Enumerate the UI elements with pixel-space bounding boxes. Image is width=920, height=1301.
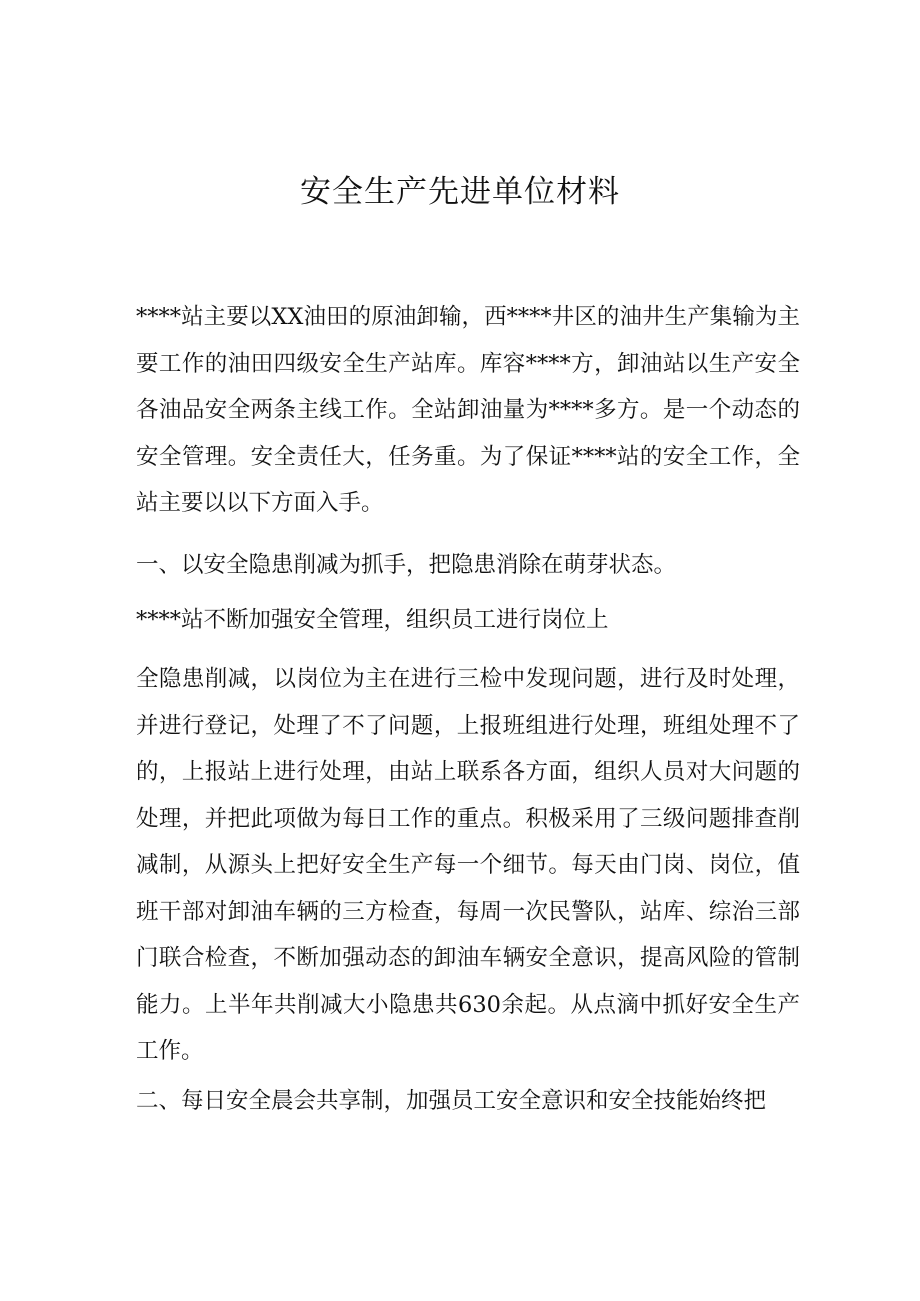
section-1-lead-line: ****站不断加强安全管理，组织员工进行岗位上 [136,607,609,633]
section-1-body-paragraph: 全隐患削减，以岗位为主在进行三检中发现问题，进行及时处理，并进行登记，处理了不了问题，上报班组进行处理，班组处理不了的，上报站上进行处理，由站上联系各方面，组织人员对大问题的处理，并把此项做为每日工作的重点。积极采用了三级问题排查削减制，从源头上把好安全生产每一个细节。每天由门岗、岗位，值班干部对卸油车辆的三方检查，每周一次民警队，站库、综治三部门联合检查，不断加强动态的卸油车辆安全意识，提高风险的管制能力。上半年共削减大小隐患共630余起。从点滴中抓好安全生产工作。 [136,666,800,1064]
section-heading-2: 二、每日安全晨会共享制，加强员工安全意识和安全技能始终把 [136,1088,767,1114]
intro-paragraph: ****站主要以XX油田的原油卸输，西****井区的油井生产集输为主要工作的油田四级安全生产站库。库容****方，卸油站以生产安全各油品安全两条主线工作。全站卸油量为****多方。是一个动态的安全管理。安全责任大，任务重。为了保证****站的安全工作，全站主要以以下方面入手。 [136,304,800,516]
section-heading-1: 一、以安全隐患削减为抓手，把隐患消除在萌芽状态。 [136,552,677,578]
document-title: 安全生产先进单位材料 [300,174,620,210]
